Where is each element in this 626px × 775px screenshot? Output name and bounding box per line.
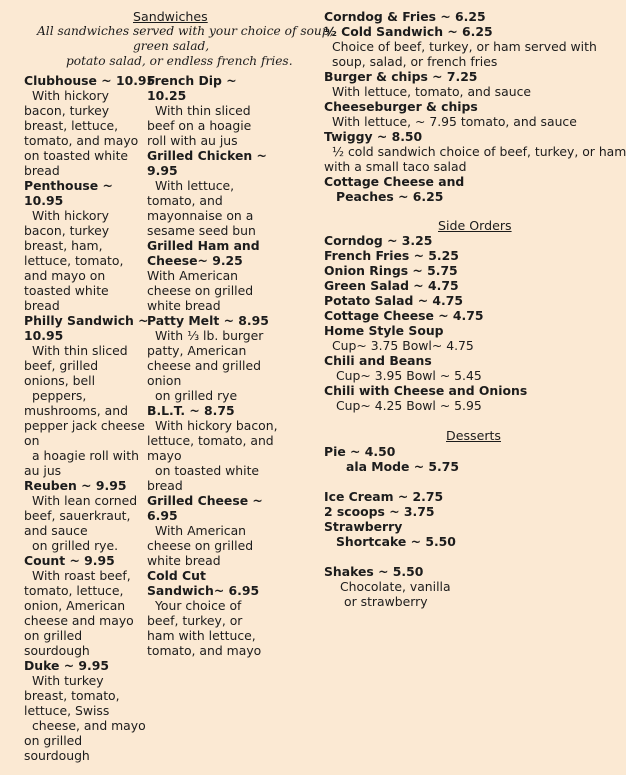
menu-item-name: Philly Sandwich ~ bbox=[24, 313, 149, 328]
menu-item-name: Onion Rings ~ 5.75 bbox=[324, 263, 458, 278]
menu-item-description: onion, American bbox=[24, 598, 126, 613]
menu-item-description: bread bbox=[24, 298, 60, 313]
section-heading: Side Orders bbox=[438, 218, 512, 233]
menu-item-description: onion bbox=[147, 373, 182, 388]
menu-item-name: Ice Cream ~ 2.75 bbox=[324, 489, 444, 504]
menu-item-name: Cottage Cheese and bbox=[324, 174, 465, 189]
menu-item-description: Cup~ 3.95 Bowl ~ 5.45 bbox=[336, 368, 482, 383]
menu-item-name: Reuben ~ 9.95 bbox=[24, 478, 127, 493]
menu-item-description: mayo bbox=[147, 448, 182, 463]
menu-item-description: white bread bbox=[147, 553, 221, 568]
menu-item-description: With roast beef, bbox=[32, 568, 131, 583]
menu-item-description: Chocolate, vanilla bbox=[340, 579, 451, 594]
menu-item-description: beef, sauerkraut, bbox=[24, 508, 131, 523]
menu-item-name: Potato Salad ~ 4.75 bbox=[324, 293, 463, 308]
menu-item-description: Cup~ 4.25 Bowl ~ 5.95 bbox=[336, 398, 482, 413]
menu-item-description: Your choice of bbox=[155, 598, 242, 613]
menu-item-description: With lean corned bbox=[32, 493, 138, 508]
menu-item-description: and mayo on bbox=[24, 268, 106, 283]
menu-item-name: Sandwich~ 6.95 bbox=[147, 583, 260, 598]
menu-item-description: With ⅓ lb. burger bbox=[155, 328, 264, 343]
menu-item-description: With hickory bbox=[32, 88, 109, 103]
menu-item-name: Chili and Beans bbox=[324, 353, 432, 368]
menu-item-description: on bbox=[24, 433, 40, 448]
menu-item-description: cheese, and mayo bbox=[32, 718, 146, 733]
menu-item-name: Pie ~ 4.50 bbox=[324, 444, 396, 459]
menu-item-name: 9.95 bbox=[147, 163, 178, 178]
menu-item-name: Grilled Chicken ~ bbox=[147, 148, 267, 163]
sandwiches-intro-line-1: All sandwiches served with your choice of soup, bbox=[37, 24, 334, 38]
menu-item-description: cheese and grilled bbox=[147, 358, 261, 373]
menu-item-name: Patty Melt ~ 8.95 bbox=[147, 313, 269, 328]
menu-item-name: Grilled Cheese ~ bbox=[147, 493, 263, 508]
menu-item-description: With thin sliced bbox=[155, 103, 251, 118]
menu-item-description: With thin sliced bbox=[32, 343, 128, 358]
menu-item-description: Choice of beef, turkey, or ham served with bbox=[332, 39, 597, 54]
menu-item-name: 6.95 bbox=[147, 508, 178, 523]
menu-item-name: Twiggy ~ 8.50 bbox=[324, 129, 423, 144]
menu-item-description: sourdough bbox=[24, 748, 90, 763]
menu-item-description: lettuce, Swiss bbox=[24, 703, 110, 718]
menu-item-description: roll with au jus bbox=[147, 133, 238, 148]
menu-item-description: soup, salad, or french fries bbox=[332, 54, 498, 69]
menu-item-description: peppers, bbox=[32, 388, 87, 403]
menu-item-name: Cottage Cheese ~ 4.75 bbox=[324, 308, 484, 323]
menu-item-name: Grilled Ham and bbox=[147, 238, 260, 253]
menu-item-name: Cold Cut bbox=[147, 568, 206, 583]
menu-item-description: pepper jack cheese bbox=[24, 418, 145, 433]
menu-item-name: Count ~ 9.95 bbox=[24, 553, 115, 568]
menu-item-name: Corndog ~ 3.25 bbox=[324, 233, 433, 248]
menu-item-description: on toasted white bbox=[155, 463, 260, 478]
menu-item-description: cheese on grilled bbox=[147, 283, 254, 298]
menu-item-description: au jus bbox=[24, 463, 62, 478]
section-heading: Desserts bbox=[446, 428, 501, 443]
menu-item-name: Chili with Cheese and Onions bbox=[324, 383, 528, 398]
menu-item-name: Home Style Soup bbox=[324, 323, 444, 338]
menu-item-description: beef on a hoagie bbox=[147, 118, 252, 133]
menu-item-description: a hoagie roll with bbox=[32, 448, 139, 463]
menu-item-name: ala Mode ~ 5.75 bbox=[346, 459, 459, 474]
sandwiches-intro-line-3: potato salad, or endless french fries. bbox=[66, 54, 293, 68]
menu-item-description: lettuce, tomato, and bbox=[147, 433, 274, 448]
menu-item-description: bread bbox=[147, 478, 183, 493]
menu-item-description: With hickory bacon, bbox=[155, 418, 278, 433]
menu-item-name: Corndog & Fries ~ 6.25 bbox=[324, 9, 486, 24]
menu-item-name: Clubhouse ~ 10.95 bbox=[24, 73, 156, 88]
sandwiches-intro-line-2: green salad, bbox=[133, 39, 210, 53]
menu-item-name: Shortcake ~ 5.50 bbox=[336, 534, 456, 549]
menu-item-description: tomato, and mayo bbox=[24, 133, 139, 148]
menu-item-description: With American bbox=[147, 268, 239, 283]
menu-item-description: on grilled bbox=[24, 628, 83, 643]
menu-item-name: Green Salad ~ 4.75 bbox=[324, 278, 459, 293]
menu-item-description: Cup~ 3.75 Bowl~ 4.75 bbox=[332, 338, 474, 353]
menu-item-name: ½ Cold Sandwich ~ 6.25 bbox=[324, 24, 493, 39]
menu-item-description: sesame seed bun bbox=[147, 223, 256, 238]
sandwiches-heading: Sandwiches bbox=[133, 9, 208, 24]
menu-item-description: white bread bbox=[147, 298, 221, 313]
menu-item-description: toasted white bbox=[24, 283, 109, 298]
menu-item-description: on toasted white bbox=[24, 148, 129, 163]
menu-item-description: ½ cold sandwich choice of beef, turkey, or ham bbox=[332, 144, 626, 159]
menu-item-description: tomato, and bbox=[147, 193, 223, 208]
menu-item-name: French Fries ~ 5.25 bbox=[324, 248, 459, 263]
menu-item-description: with a small taco salad bbox=[324, 159, 467, 174]
menu-item-name: 10.95 bbox=[24, 193, 64, 208]
menu-item-name: 2 scoops ~ 3.75 bbox=[324, 504, 435, 519]
menu-item-description: beef, grilled bbox=[24, 358, 99, 373]
menu-item-name: Cheese~ 9.25 bbox=[147, 253, 243, 268]
menu-item-description: on grilled rye bbox=[155, 388, 238, 403]
menu-item-description: mushrooms, and bbox=[24, 403, 128, 418]
menu-item-description: lettuce, tomato, bbox=[24, 253, 124, 268]
menu-item-description: cheese and mayo bbox=[24, 613, 134, 628]
menu-item-description: beef, turkey, or bbox=[147, 613, 243, 628]
menu-item-name: Strawberry bbox=[324, 519, 403, 534]
menu-item-name: 10.95 bbox=[24, 328, 64, 343]
menu-item-description: sourdough bbox=[24, 643, 90, 658]
menu-item-description: ham with lettuce, bbox=[147, 628, 256, 643]
menu-item-description: breast, lettuce, bbox=[24, 118, 119, 133]
menu-item-description: bread bbox=[24, 163, 60, 178]
menu-item-name: Peaches ~ 6.25 bbox=[336, 189, 444, 204]
menu-item-description: mayonnaise on a bbox=[147, 208, 254, 223]
menu-item-description: cheese on grilled bbox=[147, 538, 254, 553]
menu-item-name: Burger & chips ~ 7.25 bbox=[324, 69, 478, 84]
menu-item-description: patty, American bbox=[147, 343, 247, 358]
menu-item-description: breast, tomato, bbox=[24, 688, 120, 703]
menu-item-name: Duke ~ 9.95 bbox=[24, 658, 109, 673]
menu-item-name: B.L.T. ~ 8.75 bbox=[147, 403, 235, 418]
menu-item-description: breast, ham, bbox=[24, 238, 103, 253]
menu-item-description: tomato, and mayo bbox=[147, 643, 262, 658]
menu-item-description: and sauce bbox=[24, 523, 88, 538]
menu-item-name: Penthouse ~ bbox=[24, 178, 113, 193]
menu-item-description: With lettuce, tomato, and sauce bbox=[332, 84, 532, 99]
menu-item-description: onions, bell bbox=[24, 373, 96, 388]
menu-item-name: French Dip ~ bbox=[147, 73, 237, 88]
menu-item-name: 10.25 bbox=[147, 88, 187, 103]
menu-item-description: With lettuce, ~ 7.95 tomato, and sauce bbox=[332, 114, 577, 129]
menu-item-description: With lettuce, bbox=[155, 178, 235, 193]
menu-item-description: tomato, lettuce, bbox=[24, 583, 124, 598]
menu-item-description: With American bbox=[155, 523, 247, 538]
menu-item-description: bacon, turkey bbox=[24, 103, 110, 118]
menu-item-name: Cheeseburger & chips bbox=[324, 99, 478, 114]
menu-item-description: or strawberry bbox=[344, 594, 428, 609]
menu-item-description: With turkey bbox=[32, 673, 104, 688]
menu-item-name: Shakes ~ 5.50 bbox=[324, 564, 424, 579]
menu-item-description: bacon, turkey bbox=[24, 223, 110, 238]
menu-item-description: With hickory bbox=[32, 208, 109, 223]
menu-item-description: on grilled bbox=[24, 733, 83, 748]
menu-item-description: on grilled rye. bbox=[32, 538, 119, 553]
